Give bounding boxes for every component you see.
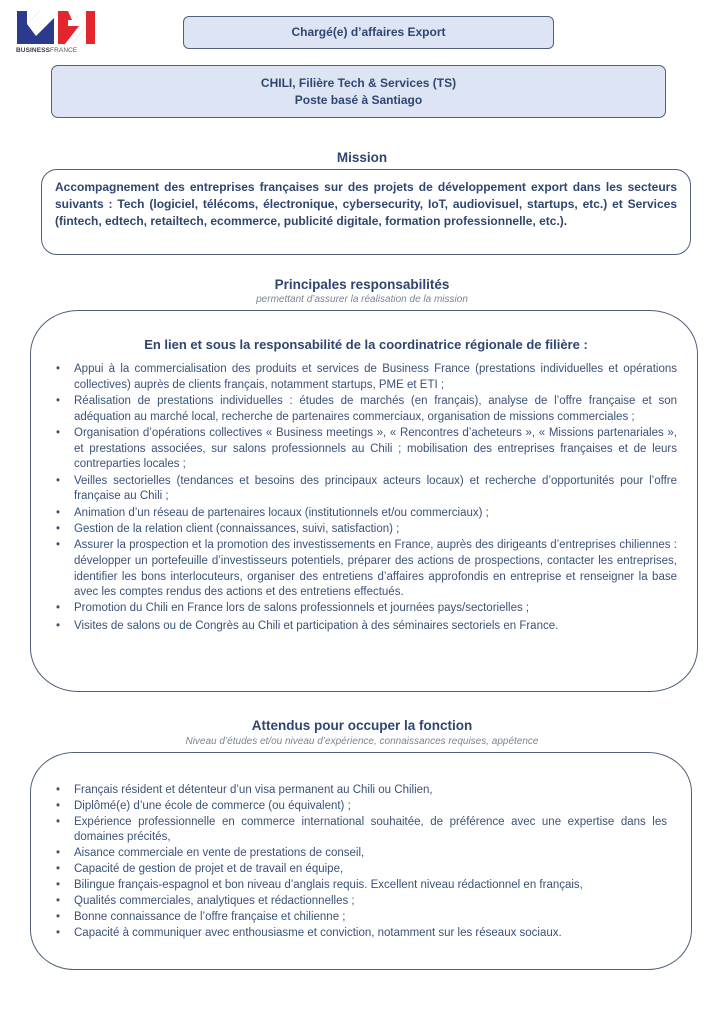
bullet-icon: • — [56, 927, 61, 940]
business-france-logo — [16, 10, 96, 56]
list-item-text: Promotion du Chili en France lors de salons professionnels et journées pays/sectorielles ; — [74, 602, 530, 615]
list-item — [55, 394, 677, 425]
bullet-icon: • — [56, 363, 61, 375]
list-item-text: Veilles sectorielles (tendances et besoins des principaux acteurs locaux) et recherche d’opportunités pour l’offre française au Chili ; — [74, 474, 677, 503]
list-item-text: Français résident et détenteur d’un visa permanent au Chili ou Chilien, — [74, 784, 433, 796]
list-item-text: Gestion de la relation client (connaissances, suivi, satisfaction) ; — [74, 522, 400, 535]
list-item-text: Aisance commerciale en vente de prestations de conseil, — [74, 847, 365, 860]
bullet-icon: • — [56, 506, 61, 519]
list-item — [55, 878, 667, 893]
list-item — [55, 601, 677, 617]
requirements-subtitle: Niveau d’études et/ou niveau d’expérience, connaissances requises, appétence — [185, 736, 539, 747]
logo-brand-light: FRANCE — [50, 47, 78, 54]
list-item-text: Organisation d’opérations collectives « Business meetings », « Rencontres d’acheteurs », « Missions partenariales », et prestations associées, sur salons professionnels au Chili ; mobilisation des entreprises françaises et de leurs contreparties locales ; — [74, 426, 677, 471]
location-line-1: CHILI, Filière Tech & Services (TS) — [260, 76, 457, 90]
list-item-text: Bonne connaissance de l’offre française et chilienne ; — [74, 911, 346, 924]
bullet-icon: • — [56, 847, 61, 860]
bullet-icon: • — [56, 394, 61, 407]
job-title-box — [183, 16, 554, 49]
requirements-list — [55, 783, 667, 941]
responsibilities-title: Principales responsabilités — [274, 277, 450, 292]
responsibilities-list — [55, 362, 677, 635]
mission-text: Accompagnement des entreprises françaises sur des projets de développement export dans les secteurs suivants : Tech (logiciel, télécoms, électronique, cybersecurity, IoT, audiovisuel, startups, etc.) et Services (fintech, edtech, retailtech, ecommerce, publicité digitale, formation professionnelle, etc.). — [55, 180, 677, 228]
location-box — [51, 65, 666, 118]
list-item — [55, 815, 667, 845]
list-item-text: Bilingue français-espagnol et bon niveau d’anglais requis. Excellent niveau rédactionnel en français, — [74, 879, 583, 892]
list-item-text: Appui à la commercialisation des produits et services de Business France (prestations individuelles et opérations collectives) auprès de clients français, notamment startups, PME et ETI ; — [74, 363, 677, 391]
list-item — [55, 474, 677, 505]
list-item — [55, 506, 677, 522]
bullet-icon: • — [56, 620, 61, 633]
location-line-2: Poste basé à Santiago — [294, 93, 423, 107]
list-item — [55, 522, 677, 538]
bullet-icon: • — [56, 426, 61, 439]
list-item-text: Assurer la prospection et la promotion des investissements en France, auprès des dirigeants d’entreprises chiliennes : développer un portefeuille d’investisseurs potentiels, préparer des actions de prospections, contacter les entreprises, identifier les bons interlocuteurs, organiser des entretiens d’affaires approfondis en entreprise et renseigner la base avec les comptes rendus des actions et des entretiens effectués. — [74, 539, 677, 599]
list-item — [55, 619, 677, 635]
list-item-text: Diplômé(e) d’une école de commerce (ou équivalent) ; — [74, 800, 351, 812]
list-item — [55, 426, 677, 473]
bullet-icon: • — [56, 800, 61, 812]
logo-brand-bold: BUSINESS — [16, 47, 51, 54]
job-title: Chargé(e) d’affaires Export — [291, 25, 446, 39]
list-item — [55, 862, 667, 877]
list-item-text: Expérience professionnelle en commerce international souhaitée, de préférence avec une expertise dans les domaines précités, — [74, 816, 667, 844]
bullet-icon: • — [56, 879, 61, 892]
list-item — [55, 846, 667, 861]
bullet-icon: • — [56, 539, 61, 552]
bullet-icon: • — [56, 911, 61, 924]
mission-title: Mission — [336, 150, 388, 165]
bullet-icon: • — [56, 895, 61, 908]
list-item — [55, 910, 667, 925]
list-item-text: Capacité de gestion de projet et de travail en équipe, — [74, 863, 344, 876]
bullet-icon: • — [56, 863, 61, 876]
logo-arrows-icon — [16, 10, 96, 46]
bullet-icon: • — [56, 522, 61, 535]
list-item — [55, 799, 667, 814]
list-item-text: Réalisation de prestations individuelles : études de marchés (en français), analyse de l’offre française et son adéquation au marché local, recherche de partenaires commerciaux, organisation de missions commerciales ; — [74, 394, 677, 423]
logo-wordmark — [16, 47, 77, 54]
list-item — [55, 538, 677, 600]
requirements-box — [30, 752, 692, 970]
responsibilities-subtitle: permettant d’assurer la réalisation de la mission — [256, 294, 468, 305]
responsibilities-heading: En lien et sous la responsabilité de la coordinatrice régionale de filière : — [144, 337, 588, 352]
list-item — [55, 783, 667, 798]
mission-box — [41, 169, 691, 255]
list-item — [55, 894, 667, 909]
list-item-text: Animation d’un réseau de partenaires locaux (institutionnels et/ou commerciaux) ; — [74, 506, 489, 519]
list-item — [55, 362, 677, 393]
bullet-icon: • — [56, 784, 61, 796]
list-item — [55, 926, 667, 941]
bullet-icon: • — [56, 602, 61, 615]
bullet-icon: • — [56, 816, 61, 828]
list-item-text: Qualités commerciales, analytiques et rédactionnelles ; — [74, 895, 355, 908]
list-item-text: Visites de salons ou de Congrès au Chili et participation à des séminaires sectoriels en France. — [74, 620, 559, 633]
bullet-icon: • — [56, 474, 61, 487]
responsibilities-box — [30, 310, 698, 692]
list-item-text: Capacité à communiquer avec enthousiasme et conviction, notamment sur les réseaux sociaux. — [74, 927, 562, 940]
requirements-title: Attendus pour occuper la fonction — [251, 718, 473, 733]
